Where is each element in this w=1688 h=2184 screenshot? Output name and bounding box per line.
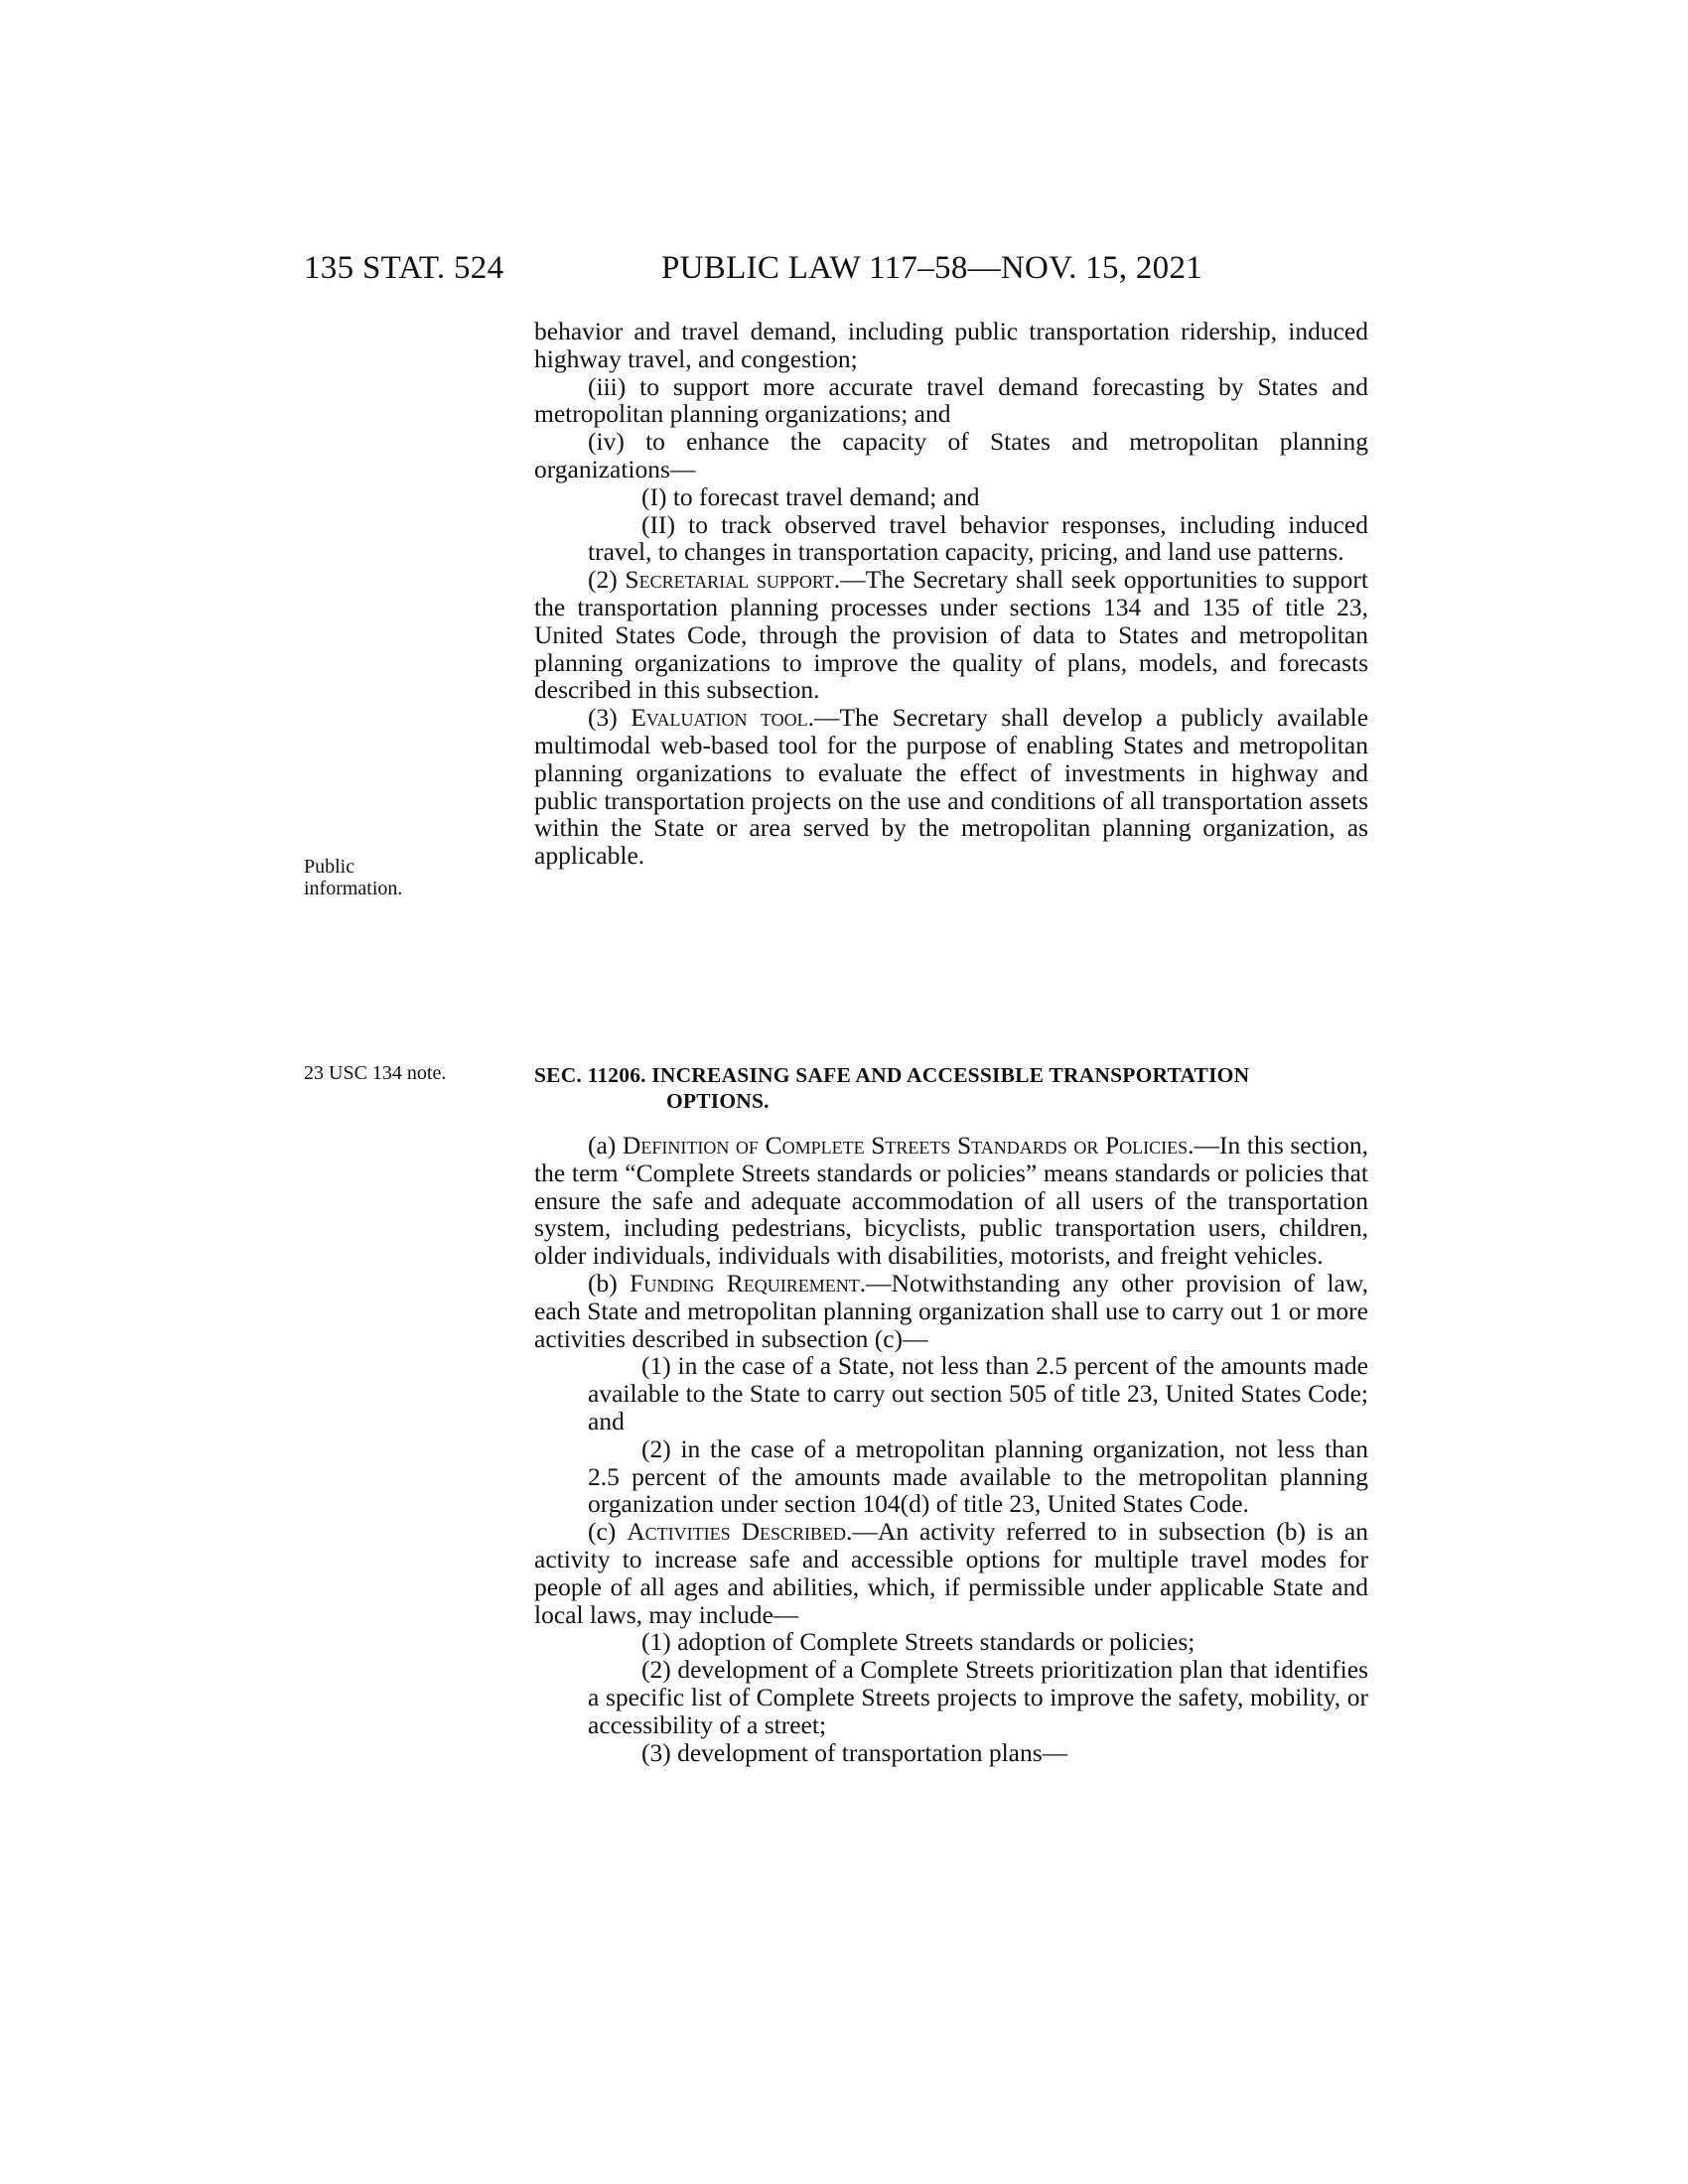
paragraph-lead: (3) [588, 703, 632, 733]
paragraph-iii: (iii) to support more accurate travel demand forecasting by States and metropolitan planning organizations; and [534, 371, 1368, 429]
paragraph-lead: (2) [588, 565, 626, 595]
paragraph-heading: Secretarial support. [625, 565, 841, 595]
paragraph-II: (II) to track observed travel behavior responses, including induced travel, to changes in transportation capacity, pricing, and land use patterns. [588, 509, 1368, 567]
paragraph-heading: Definition of Complete Streets Standards or Policies. [622, 1131, 1195, 1160]
paragraph-lead: (a) [588, 1131, 623, 1160]
paragraph-iv: (iv) to enhance the capacity of States and metropolitan planning organizations— [534, 427, 1368, 483]
paragraph-heading: Activities Described. [627, 1517, 853, 1547]
section-heading-line2: OPTIONS. [666, 1089, 770, 1113]
paragraph-text: —In this section, the term “Complete Streets standards or policies” means standards or policies that ensure the safe and adequate accommodation of all users of the transportation system, including pedestrians, bicyclists, public transportation users, children, older individuals, individuals with disabilities, motorists, and freight vehicles. [534, 1131, 1368, 1271]
paragraph-text: —The Secretary shall seek opportunities to support the transportation planning processes under sections 134 and 135 of title 23, United States Code, through the provision of data to States and metropolitan planning organizations to improve the quality of plans, models, and forecasts described in this subsection. [534, 565, 1369, 705]
paragraph-evaluation-tool [534, 704, 1368, 870]
section-heading-line1: SEC. 11206. INCREASING SAFE AND ACCESSIBLE TRANSPORTATION [534, 1063, 1250, 1087]
margin-note-line: Public [304, 856, 355, 878]
paragraph-continuation: behavior and travel demand, including public transportation ridership, induced highway travel, and congestion; [534, 317, 1368, 373]
paragraph-text: —The Secretary shall develop a publicly available multimodal web-based tool for the purpose of enabling States and metropolitan planning organizations to evaluate the effect of investments in highway and public transportation projects on the use and conditions of all transportation assets within the State or area served by the metropolitan planning organization, as applicable. [534, 703, 1369, 871]
paragraph-c1: (1) adoption of Complete Streets standards or policies; [641, 1627, 1196, 1657]
subsection-b [534, 1270, 1368, 1352]
margin-note-usc: 23 USC 134 note. [304, 1062, 447, 1084]
paragraph-lead: (b) [588, 1268, 631, 1297]
margin-note-public-information [304, 856, 402, 899]
running-header: PUBLIC LAW 117–58—NOV. 15, 2021 [661, 250, 1203, 286]
margin-note-line: information. [304, 878, 403, 899]
section-heading [534, 1062, 1368, 1114]
paragraph-heading: Evaluation tool. [631, 703, 814, 733]
paragraph-text: —Notwithstanding any other provision of law, each State and metropolitan planning organization shall use to carry out 1 or more activities described in subsection (c)— [534, 1268, 1368, 1353]
paragraph-text: —An activity referred to in subsection (b) is an activity to increase safe and accessible options for multiple travel modes for people of all ages and abilities, which, if permissible under applicable State and local laws, may include— [534, 1517, 1368, 1629]
paragraph-c2: (2) development of a Complete Streets prioritization plan that identifies a specific list of Complete Streets projects to improve the safety, mobility, or accessibility of a street; [588, 1655, 1368, 1739]
paragraph-secretarial-support [534, 566, 1368, 704]
paragraph-c3: (3) development of transportation plans— [641, 1737, 1068, 1767]
paragraph-lead: (c) [588, 1517, 628, 1547]
paragraph-b2: (2) in the case of a metropolitan planning organization, not less than 2.5 percent of the amounts made available to the metropolitan planning organization under section 104(d) of title 23, United States Code. [588, 1433, 1368, 1519]
paragraph-I: (I) to forecast travel demand; and [641, 481, 980, 511]
paragraph-b1: (1) in the case of a State, not less than 2.5 percent of the amounts made available to the State to carry out section 505 of title 23, United States Code; and [588, 1351, 1368, 1435]
paragraph-heading: Funding Requirement. [630, 1268, 867, 1297]
stat-page-number: 135 STAT. 524 [304, 250, 504, 286]
subsection-a [534, 1132, 1368, 1270]
section-11206 [534, 1062, 1368, 1766]
subsection-c [534, 1518, 1368, 1628]
text-block-top [534, 318, 1368, 870]
